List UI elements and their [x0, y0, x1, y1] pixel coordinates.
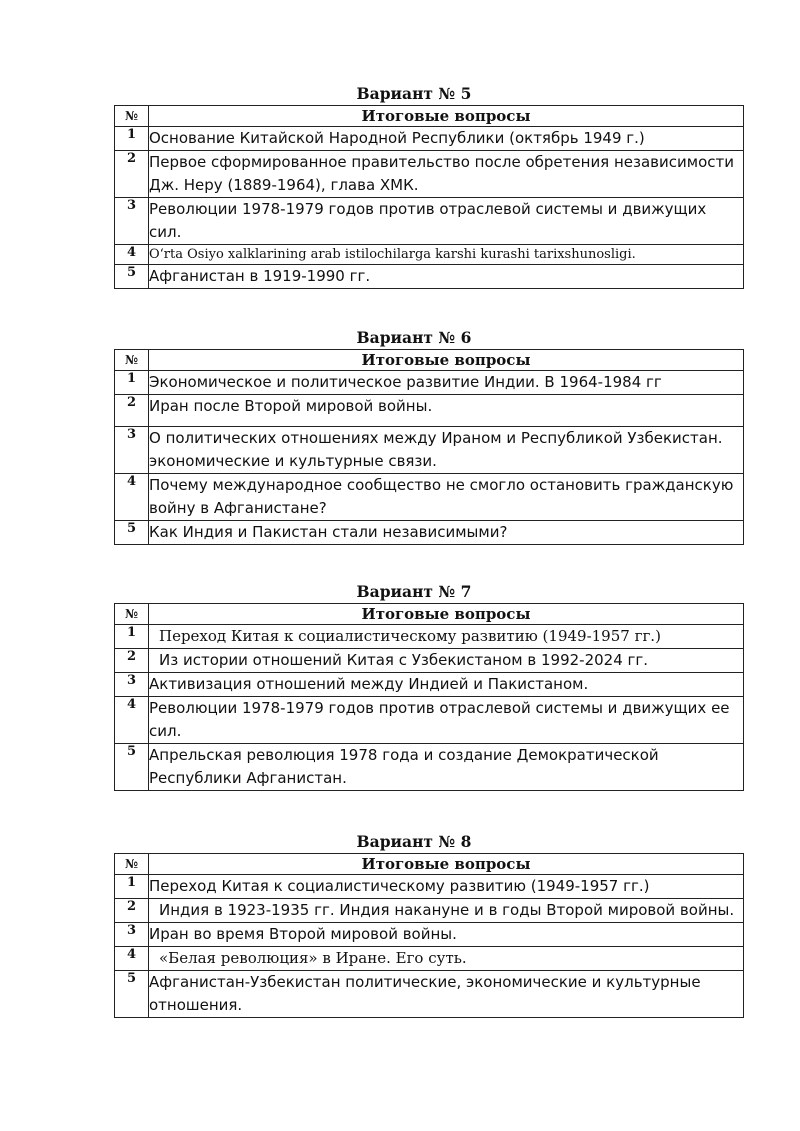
row-number: 5	[115, 744, 149, 791]
variant-5-section	[0, 83, 800, 285]
table-row	[115, 371, 744, 395]
table-row	[115, 673, 744, 697]
questions-header: Итоговые вопросы	[149, 350, 744, 371]
row-number: 2	[115, 649, 149, 673]
variant-title: Вариант № 7	[356, 582, 472, 601]
questions-table	[114, 603, 744, 791]
row-number: 3	[115, 923, 149, 947]
row-number: 4	[115, 474, 149, 521]
question-text: Апрельская революция 1978 года и создание Демократической Республики Афганистан.	[149, 744, 744, 791]
questions-header: Итоговые вопросы	[149, 604, 744, 625]
question-text: Переход Китая к социалистическому развитию (1949-1957 гг.)	[149, 625, 744, 649]
question-text: Революции 1978-1979 годов против отраслевой системы и движущих ее сил.	[149, 697, 744, 744]
variant-title: Вариант № 6	[356, 328, 472, 347]
variant-6-section	[0, 327, 800, 541]
questions-table	[114, 349, 744, 545]
table-row	[115, 474, 744, 521]
question-text: Революции 1978-1979 годов против отраслевой системы и движущих сил.	[149, 198, 744, 245]
row-number: 5	[115, 265, 149, 289]
row-number: 4	[115, 947, 149, 971]
table-row	[115, 127, 744, 151]
number-header: №	[115, 604, 149, 625]
table-row	[115, 265, 744, 289]
row-number: 2	[115, 395, 149, 427]
row-number: 3	[115, 198, 149, 245]
table-row	[115, 947, 744, 971]
row-number: 2	[115, 151, 149, 198]
row-number: 5	[115, 521, 149, 545]
number-header: №	[115, 854, 149, 875]
variant-title: Вариант № 5	[356, 84, 472, 103]
question-text: Почему международное сообщество не смогло остановить гражданскую войну в Афганистане?	[149, 474, 744, 521]
table-row	[115, 744, 744, 791]
row-number: 4	[115, 697, 149, 744]
row-number: 4	[115, 245, 149, 265]
row-number: 1	[115, 875, 149, 899]
variant-8-section	[0, 831, 800, 1014]
table-row	[115, 971, 744, 1018]
question-text: Афганистан-Узбекистан политические, экономические и культурные отношения.	[149, 971, 744, 1018]
questions-table	[114, 853, 744, 1018]
row-number: 1	[115, 127, 149, 151]
table-row	[115, 151, 744, 198]
table-row	[115, 875, 744, 899]
question-text: Индия в 1923-1935 гг. Индия накануне и в годы Второй мировой войны.	[149, 899, 744, 923]
row-number: 1	[115, 371, 149, 395]
table-row	[115, 649, 744, 673]
number-header: №	[115, 106, 149, 127]
question-text: Как Индия и Пакистан стали независимыми?	[149, 521, 744, 545]
table-row	[115, 625, 744, 649]
table-row	[115, 697, 744, 744]
row-number: 5	[115, 971, 149, 1018]
row-number: 3	[115, 427, 149, 474]
questions-header: Итоговые вопросы	[149, 854, 744, 875]
row-number: 2	[115, 899, 149, 923]
questions-table	[114, 105, 744, 289]
row-number: 1	[115, 625, 149, 649]
question-text: Иран во время Второй мировой войны.	[149, 923, 744, 947]
table-row	[115, 395, 744, 427]
question-text: Активизация отношений между Индией и Пакистаном.	[149, 673, 744, 697]
question-text: «Белая революция» в Иране. Его суть.	[149, 947, 744, 971]
questions-header: Итоговые вопросы	[149, 106, 744, 127]
question-text: Из истории отношений Китая с Узбекистаном в 1992-2024 гг.	[149, 649, 744, 673]
table-row	[115, 899, 744, 923]
question-text: Основание Китайской Народной Республики (октябрь 1949 г.)	[149, 127, 744, 151]
table-row	[115, 245, 744, 265]
variant-7-section	[0, 581, 800, 787]
question-text: O‘rta Osiyo xalklarining arab istilochilarga karshi kurashi tarixshunosligi.	[149, 245, 744, 265]
table-row	[115, 198, 744, 245]
row-number: 3	[115, 673, 149, 697]
question-text: Афганистан в 1919-1990 гг.	[149, 265, 744, 289]
table-row	[115, 427, 744, 474]
question-text: О политических отношениях между Ираном и Республикой Узбекистан. экономические и культурные связи.	[149, 427, 744, 474]
number-header: №	[115, 350, 149, 371]
question-text: Переход Китая к социалистическому развитию (1949-1957 гг.)	[149, 875, 744, 899]
question-text: Иран после Второй мировой войны.	[149, 395, 744, 427]
question-text: Экономическое и политическое развитие Индии. В 1964-1984 гг	[149, 371, 744, 395]
table-row	[115, 521, 744, 545]
table-row	[115, 923, 744, 947]
question-text: Первое сформированное правительство после обретения независимости Дж. Неру (1889-1964), глава ХМК.	[149, 151, 744, 198]
variant-title: Вариант № 8	[356, 832, 472, 851]
